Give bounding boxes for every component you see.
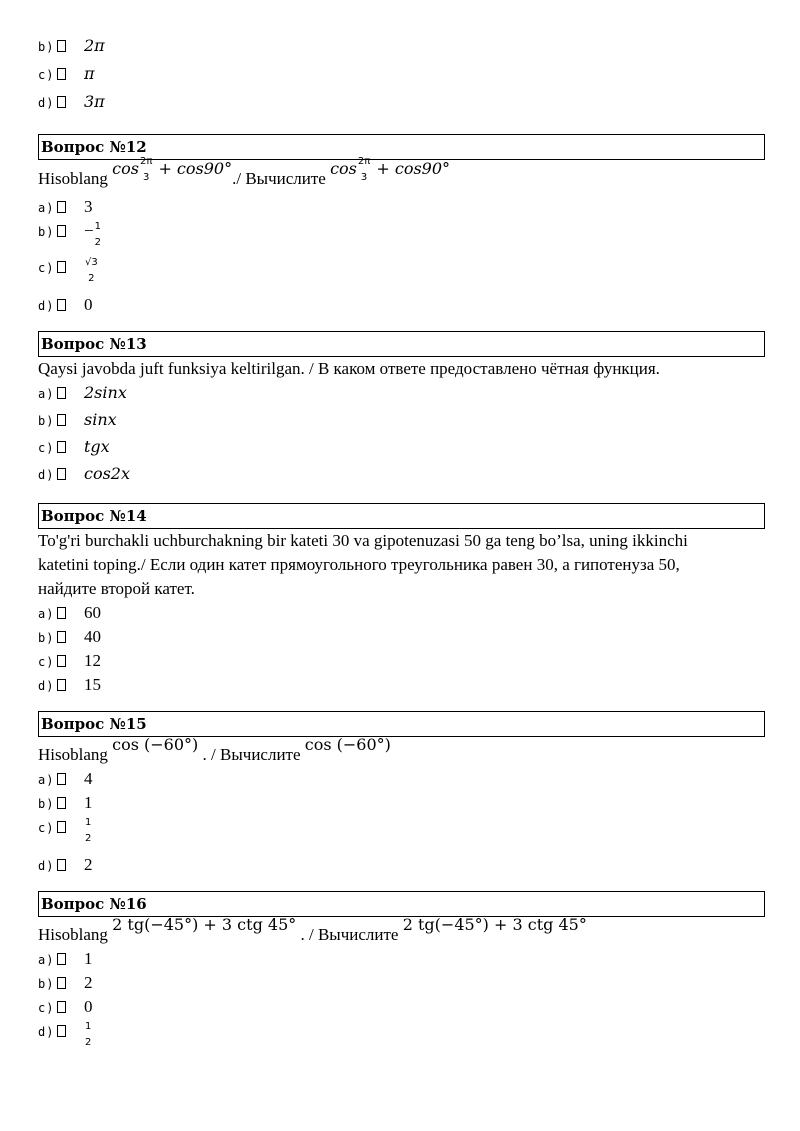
option-value: sinx bbox=[84, 410, 117, 429]
test-page bbox=[38, 34, 765, 1057]
math-expression: 2 tg(−45°) + 3 ctg 45° bbox=[402, 915, 587, 934]
option-value: 1 2 bbox=[85, 1021, 92, 1048]
question-12-title: Вопрос №12 bbox=[38, 134, 765, 160]
checkbox-icon[interactable] bbox=[57, 797, 66, 809]
option-value: 2sinx bbox=[84, 383, 127, 402]
option-value: 2 bbox=[84, 973, 93, 992]
checkbox-icon[interactable] bbox=[57, 201, 66, 213]
option-value: 0 bbox=[84, 997, 93, 1016]
option-d[interactable]: d) 0 bbox=[38, 293, 765, 317]
option-value: 2 bbox=[84, 855, 93, 874]
question-13-title: Вопрос №13 bbox=[38, 331, 765, 357]
checkbox-icon[interactable] bbox=[57, 1025, 66, 1037]
option-a[interactable]: a) 1 bbox=[38, 947, 765, 971]
checkbox-icon[interactable] bbox=[57, 468, 66, 480]
checkbox-icon[interactable] bbox=[57, 261, 66, 273]
math-expression: cos (−60°) bbox=[304, 735, 391, 754]
math-expression: cos (−60°) bbox=[112, 735, 199, 754]
question-text-ru: ./ Вычислите bbox=[232, 169, 326, 188]
option-value: 3 bbox=[84, 197, 93, 216]
option-value: 12 bbox=[84, 651, 101, 670]
checkbox-icon[interactable] bbox=[57, 40, 66, 52]
question-12-text bbox=[38, 156, 765, 195]
option-b[interactable]: b) 1 bbox=[38, 791, 765, 815]
option-value: cos2x bbox=[84, 464, 131, 483]
option-value: 4 bbox=[84, 769, 93, 788]
checkbox-icon[interactable] bbox=[57, 859, 66, 871]
option-c[interactable]: c) 12 bbox=[38, 649, 765, 673]
checkbox-icon[interactable] bbox=[57, 387, 66, 399]
question-16-text: Hisoblang 2 tg(−45°) + 3 ctg 45° . / Вычислите 2 tg(−45°) + 3 ctg 45° bbox=[38, 915, 587, 944]
option-value: 1 2 bbox=[85, 817, 92, 844]
option-value: 60 bbox=[84, 603, 101, 622]
checkbox-icon[interactable] bbox=[57, 414, 66, 426]
option-b[interactable]: b) − 1 2 bbox=[38, 221, 101, 248]
option-c[interactable]: c) 0 bbox=[38, 995, 765, 1019]
option-d[interactable]: d) 2 bbox=[38, 853, 765, 877]
checkbox-icon[interactable] bbox=[57, 441, 66, 453]
option-c[interactable]: c) 1 2 bbox=[38, 817, 92, 844]
checkbox-icon[interactable] bbox=[57, 773, 66, 785]
checkbox-icon[interactable] bbox=[57, 225, 66, 237]
checkbox-icon[interactable] bbox=[57, 977, 66, 989]
math-expression: cos 2π 3 + cos90° bbox=[112, 156, 233, 183]
option-c[interactable]: c) tgx bbox=[38, 435, 765, 462]
option-value: tgx bbox=[84, 437, 110, 456]
option-b[interactable]: b) sinx bbox=[38, 408, 765, 435]
option-c[interactable] bbox=[38, 62, 765, 86]
option-value: − 1 2 bbox=[84, 221, 101, 248]
option-c[interactable]: c) √3 2 bbox=[38, 257, 98, 284]
question-14-title: Вопрос №14 bbox=[38, 503, 765, 529]
question-16-title: Вопрос №16 bbox=[38, 891, 765, 917]
option-value: 40 bbox=[84, 627, 101, 646]
option-value: 1 bbox=[84, 793, 93, 812]
checkbox-icon[interactable] bbox=[57, 953, 66, 965]
option-value: √3 2 bbox=[85, 257, 98, 284]
math-expression: 2 tg(−45°) + 3 ctg 45° bbox=[112, 915, 297, 934]
option-a[interactable]: a) 60 bbox=[38, 601, 765, 625]
option-b[interactable]: b) 2 bbox=[38, 971, 765, 995]
question-text-uz: Hisoblang bbox=[38, 169, 108, 188]
question-13-text: Qaysi javobda juft funksiya keltirilgan. / В каком ответе предоставлено чётная функция. bbox=[38, 359, 660, 378]
checkbox-icon[interactable] bbox=[57, 299, 66, 311]
question-15-text: Hisoblang cos (−60°) . / Вычислите cos (−60°) bbox=[38, 735, 391, 764]
option-b[interactable] bbox=[38, 34, 765, 58]
option-a[interactable]: a) 3 bbox=[38, 195, 765, 219]
checkbox-icon[interactable] bbox=[57, 631, 66, 643]
option-b[interactable]: b) 40 bbox=[38, 625, 765, 649]
option-value: 1 bbox=[84, 949, 93, 968]
option-value: 15 bbox=[84, 675, 101, 694]
option-a[interactable]: a) 2sinx bbox=[38, 381, 765, 408]
checkbox-icon[interactable] bbox=[57, 821, 66, 833]
option-a[interactable]: a) 4 bbox=[38, 767, 765, 791]
option-value: π bbox=[84, 64, 95, 83]
checkbox-icon[interactable] bbox=[57, 679, 66, 691]
option-letter: c) bbox=[38, 68, 55, 82]
option-value: 0 bbox=[84, 295, 93, 314]
checkbox-icon[interactable] bbox=[57, 96, 66, 108]
math-expression: cos 2π 3 + cos90° bbox=[330, 156, 451, 183]
option-letter: d) bbox=[38, 96, 55, 110]
option-d[interactable] bbox=[38, 90, 765, 114]
question-14-text: To'g'ri burchakli uchburchakning bir kateti 30 va gipotenuzasi 50 ga teng bo’lsa, uning ikkinchi katetini toping./ Если один катет прямоугольного треугольника равен 30, а гипотенуза 50, найдите второй катет. bbox=[38, 531, 688, 598]
option-letter: b) bbox=[38, 40, 55, 54]
checkbox-icon[interactable] bbox=[57, 1001, 66, 1013]
checkbox-icon[interactable] bbox=[57, 655, 66, 667]
option-d[interactable]: d) 1 2 bbox=[38, 1021, 92, 1048]
option-d[interactable]: d) cos2x bbox=[38, 462, 765, 489]
checkbox-icon[interactable] bbox=[57, 68, 66, 80]
option-value: 2π bbox=[84, 36, 105, 55]
option-value: 3π bbox=[84, 92, 105, 111]
question-15-title: Вопрос №15 bbox=[38, 711, 765, 737]
prev-question-options bbox=[38, 34, 765, 114]
checkbox-icon[interactable] bbox=[57, 607, 66, 619]
option-d[interactable]: d) 15 bbox=[38, 673, 765, 697]
